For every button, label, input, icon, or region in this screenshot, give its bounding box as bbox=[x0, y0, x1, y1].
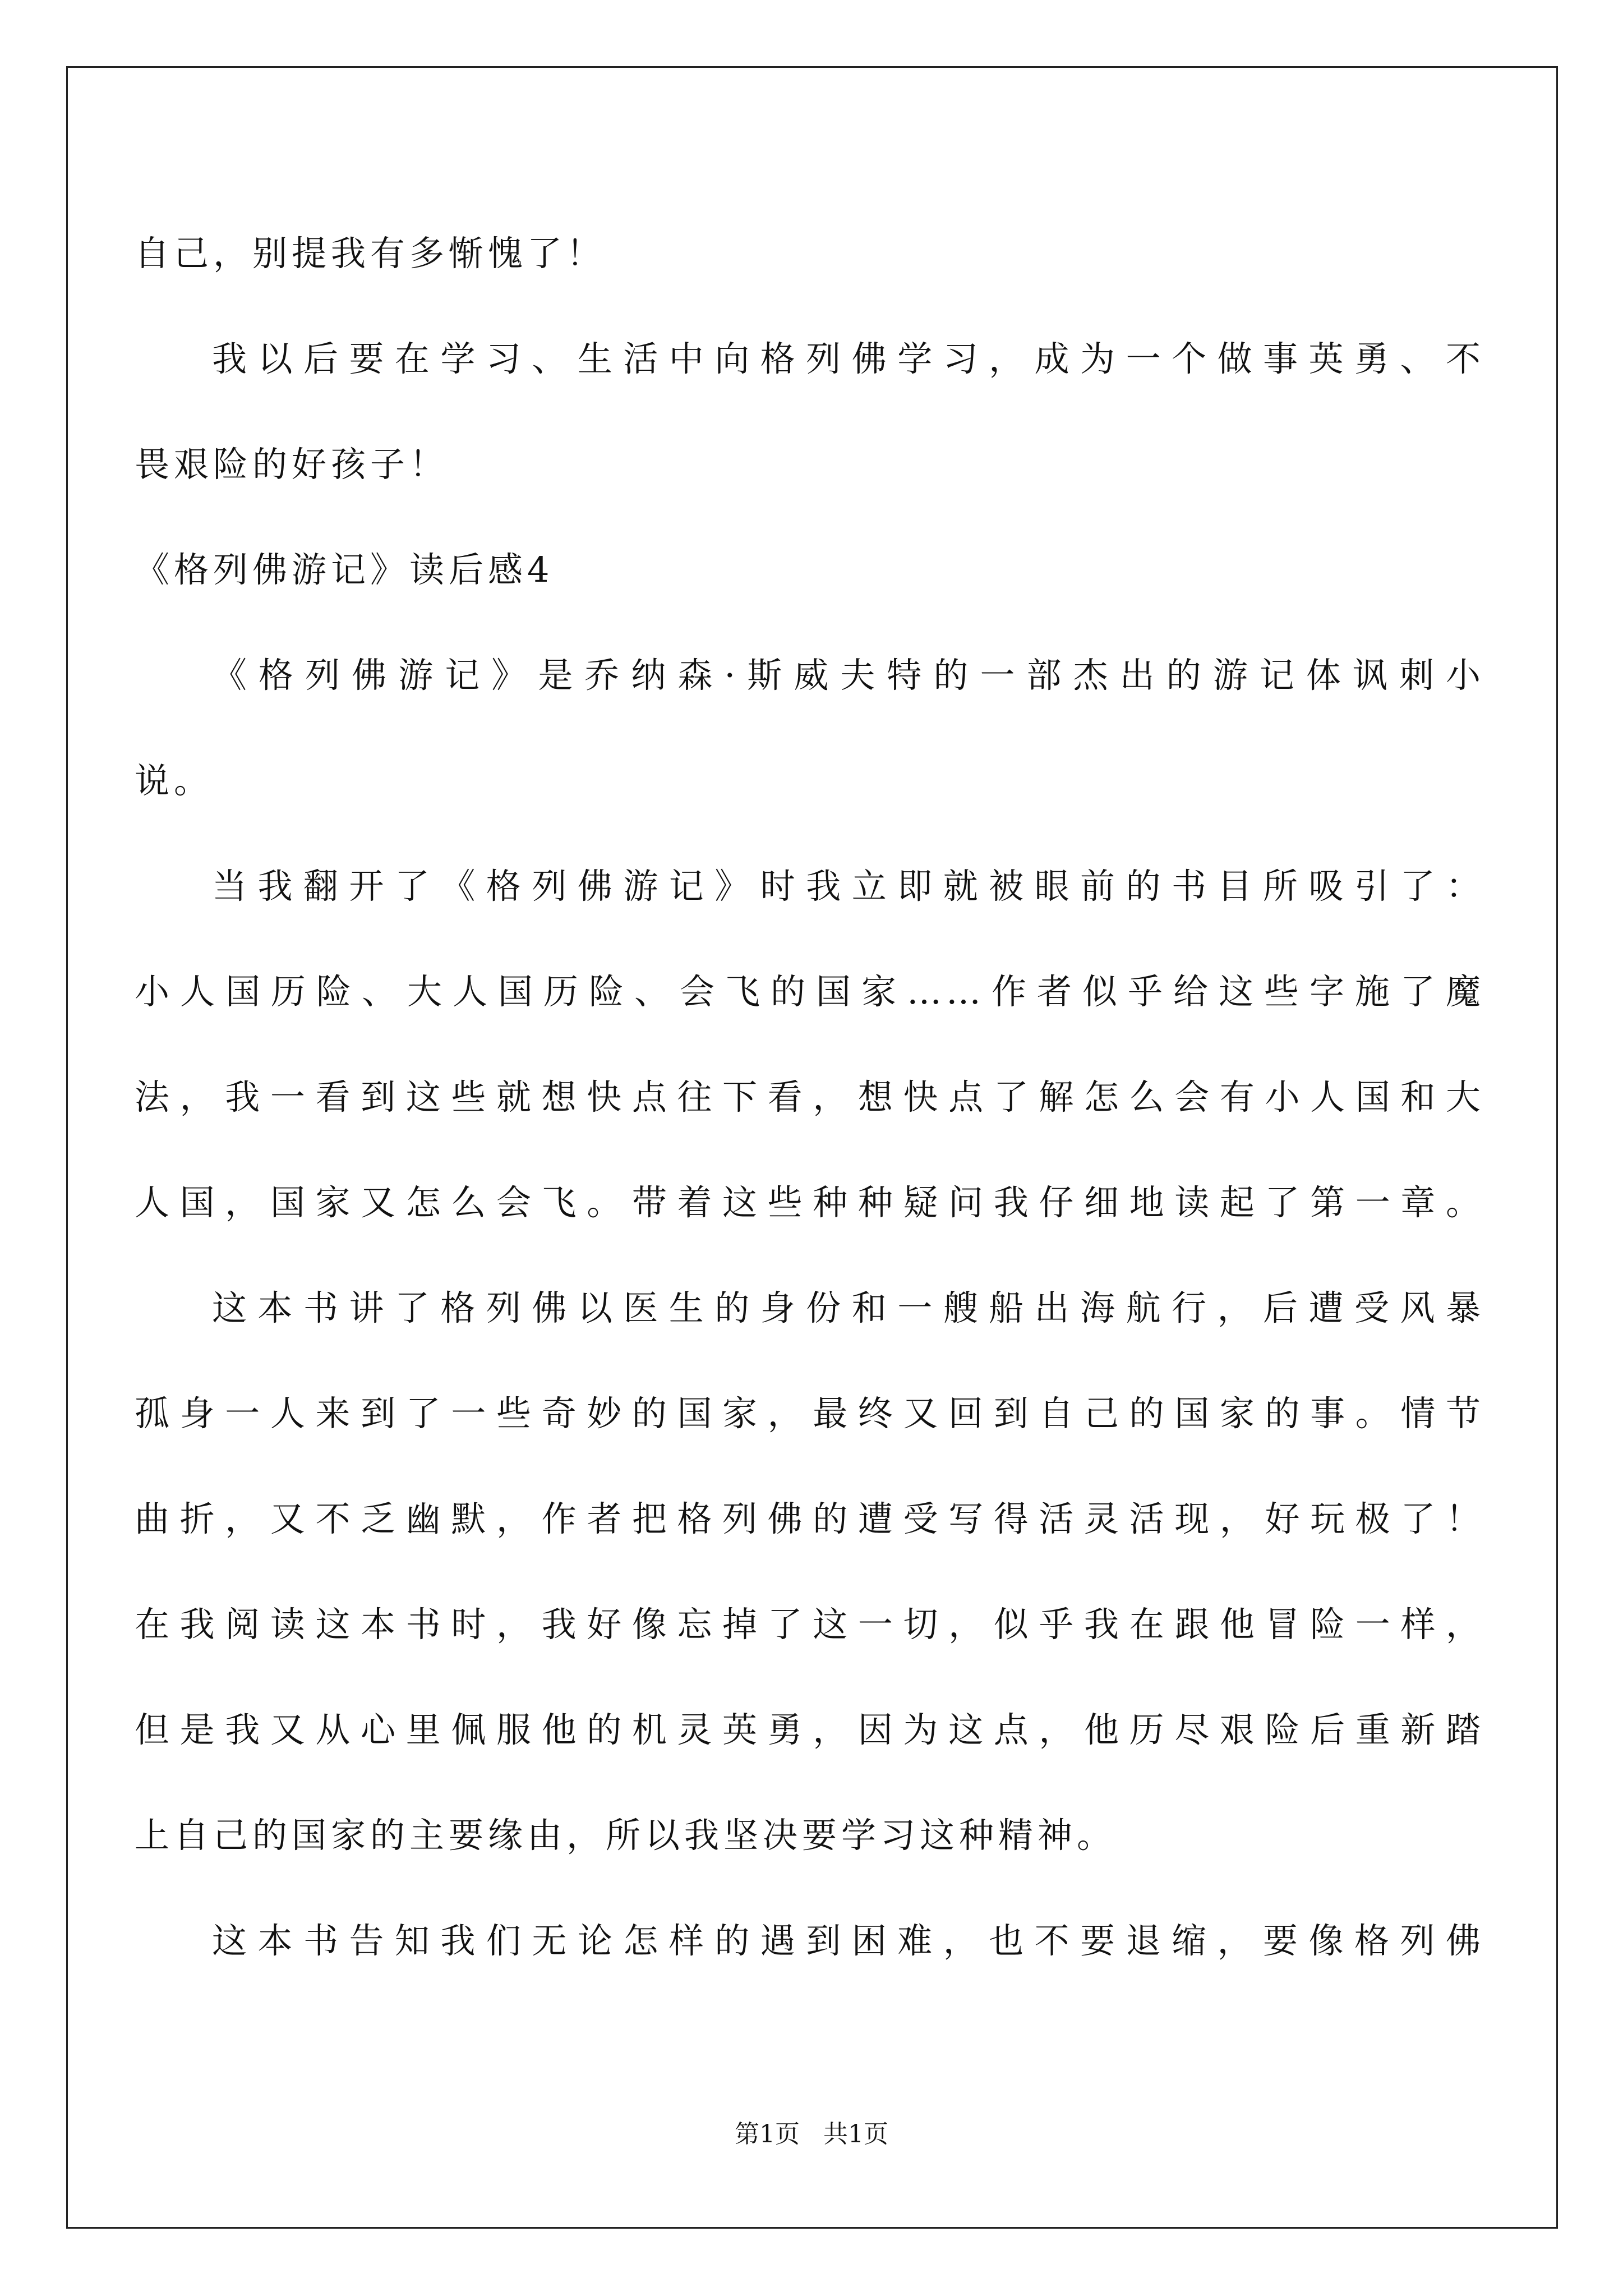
text-line: 孤身一人来到了一些奇妙的国家，最终又回到自己的国家的事。情节 bbox=[135, 1393, 1485, 1434]
page-total: 共1页 bbox=[823, 2120, 888, 2148]
text-line: 这本书讲了格列佛以医生的身份和一艘船出海航行，后遭受风暴 bbox=[212, 1287, 1485, 1328]
text-line: 《格列佛游记》是乔纳森·斯威夫特的一部杰出的游记体讽刺小 bbox=[212, 655, 1485, 696]
page-number: 第1页 bbox=[735, 2120, 800, 2148]
text-line: 人国，国家又怎么会飞。带着这些种种疑问我仔细地读起了第一章。 bbox=[135, 1182, 1485, 1223]
page-footer bbox=[0, 2118, 1623, 2151]
document-body bbox=[135, 201, 1485, 1994]
text-line: 自己，别提我有多惭愧了！ bbox=[135, 233, 606, 274]
section-heading: 《格列佛游记》读后感4 bbox=[135, 549, 554, 590]
text-line: 当我翻开了《格列佛游记》时我立即就被眼前的书目所吸引了： bbox=[212, 866, 1485, 907]
text-line: 在我阅读这本书时，我好像忘掉了这一切，似乎我在跟他冒险一样， bbox=[135, 1604, 1485, 1645]
text-line: 我以后要在学习、生活中向格列佛学习，成为一个做事英勇、不 bbox=[212, 338, 1485, 379]
text-line: 这本书告知我们无论怎样的遇到困难，也不要退缩，要像格列佛 bbox=[212, 1920, 1485, 1961]
text-line: 上自己的国家的主要缘由，所以我坚决要学习这种精神。 bbox=[135, 1815, 1117, 1856]
text-line: 但是我又从心里佩服他的机灵英勇，因为这点，他历尽艰险后重新踏 bbox=[135, 1709, 1485, 1750]
text-line: 法，我一看到这些就想快点往下看，想快点了解怎么会有小人国和大 bbox=[135, 1076, 1485, 1117]
text-line: 曲折，又不乏幽默，作者把格列佛的遭受写得活灵活现，好玩极了！ bbox=[135, 1498, 1485, 1539]
text-line: 畏艰险的好孩子！ bbox=[135, 444, 449, 485]
text-line: 小人国历险、大人国历险、会飞的国家……作者似乎给这些字施了魔 bbox=[135, 971, 1485, 1012]
text-line: 说。 bbox=[135, 760, 214, 801]
